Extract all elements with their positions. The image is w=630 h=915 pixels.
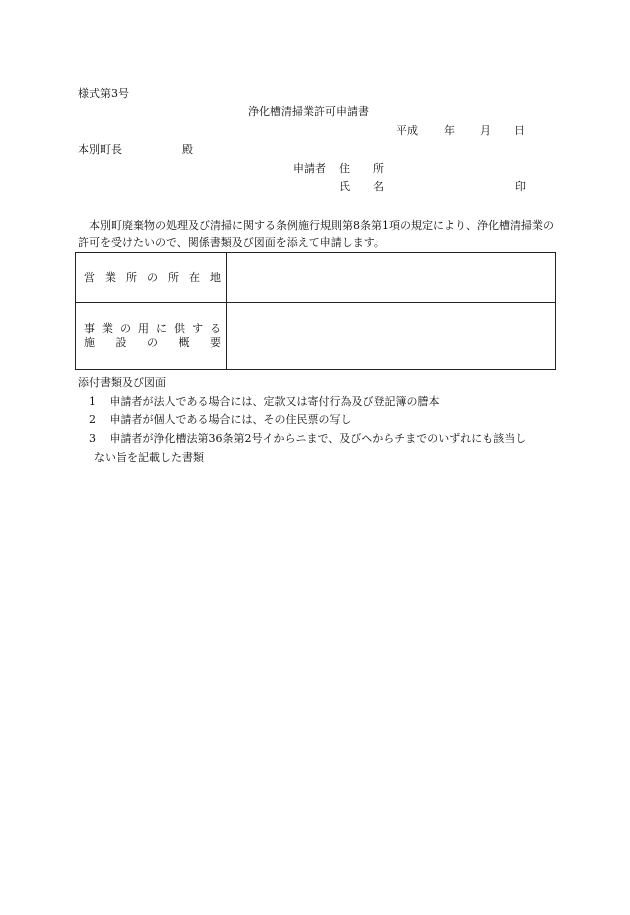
label-char: 用 <box>138 322 149 335</box>
date-era: 平成 <box>396 124 418 137</box>
label-char: 営 <box>84 270 95 284</box>
facility-overview-label <box>76 303 227 370</box>
item-number: 1 <box>89 395 96 408</box>
item-text: 申請者が浄化槽法第36条第2号イからニまで、及びヘからチまでのいずれにも該当し <box>109 432 527 445</box>
label-char: 供 <box>174 322 185 335</box>
date-day-unit: 日 <box>514 124 525 137</box>
form-number: 様式第3号 <box>78 87 129 100</box>
addressee-name: 本別町長 <box>78 143 122 156</box>
facility-overview-field[interactable] <box>227 303 556 370</box>
label-char: る <box>210 322 221 335</box>
table-row <box>76 253 556 303</box>
body-paragraph: 本別町廃棄物の処理及び清掃に関する条例施行規則第8条第1項の規定により、浄化槽清掃業の許可を受けたいので、関係書類及び図面を添えて申請します。 <box>78 219 554 249</box>
item-text: 申請者が法人である場合には、定款又は寄付行為及び登記簿の謄本 <box>109 395 440 408</box>
label-char: 業 <box>105 270 116 284</box>
applicant-label: 申請者 <box>293 162 326 175</box>
date-year-unit: 年 <box>444 124 455 137</box>
name-label-char: 氏 <box>339 180 350 193</box>
applicant-address-label <box>339 162 385 175</box>
label-char: 業 <box>102 322 113 335</box>
item-text: 申請者が個人である場合には、その住民票の写し <box>109 413 352 426</box>
business-location-label <box>76 253 227 303</box>
list-item <box>89 413 352 426</box>
label-char: の <box>147 270 158 284</box>
label-char: 所 <box>126 270 137 284</box>
list-item <box>89 395 440 408</box>
label-char: 在 <box>189 270 200 284</box>
item-number: 3 <box>89 432 96 445</box>
label-char: 要 <box>210 336 221 349</box>
label-char: の <box>120 322 131 335</box>
applicant-name-label <box>339 180 385 193</box>
address-label-char: 所 <box>373 162 384 175</box>
label-char: に <box>156 322 167 335</box>
label-char: す <box>192 322 203 335</box>
date-line <box>396 124 526 137</box>
application-table <box>75 252 556 370</box>
label-char: 事 <box>84 322 95 335</box>
label-char: 地 <box>210 270 221 284</box>
label-char: の <box>147 336 158 349</box>
page-title: 浄化槽清掃業許可申請書 <box>248 105 369 118</box>
attachments-heading: 添付書類及び図面 <box>78 376 166 389</box>
addressee-honorific: 殿 <box>182 143 193 156</box>
name-label-char: 名 <box>373 180 384 193</box>
item-number: 2 <box>89 413 96 426</box>
label-char: 設 <box>115 336 127 349</box>
label-char: 概 <box>178 336 190 349</box>
list-item-continuation: ない旨を記載した書類 <box>94 451 204 464</box>
address-label-char: 住 <box>339 162 350 175</box>
business-location-field[interactable] <box>227 253 556 303</box>
list-item <box>89 432 526 445</box>
table-row <box>76 303 556 370</box>
label-char: 施 <box>84 336 95 349</box>
label-char: 所 <box>168 270 179 284</box>
seal-mark: 印 <box>515 180 526 193</box>
date-month-unit: 月 <box>480 124 491 137</box>
